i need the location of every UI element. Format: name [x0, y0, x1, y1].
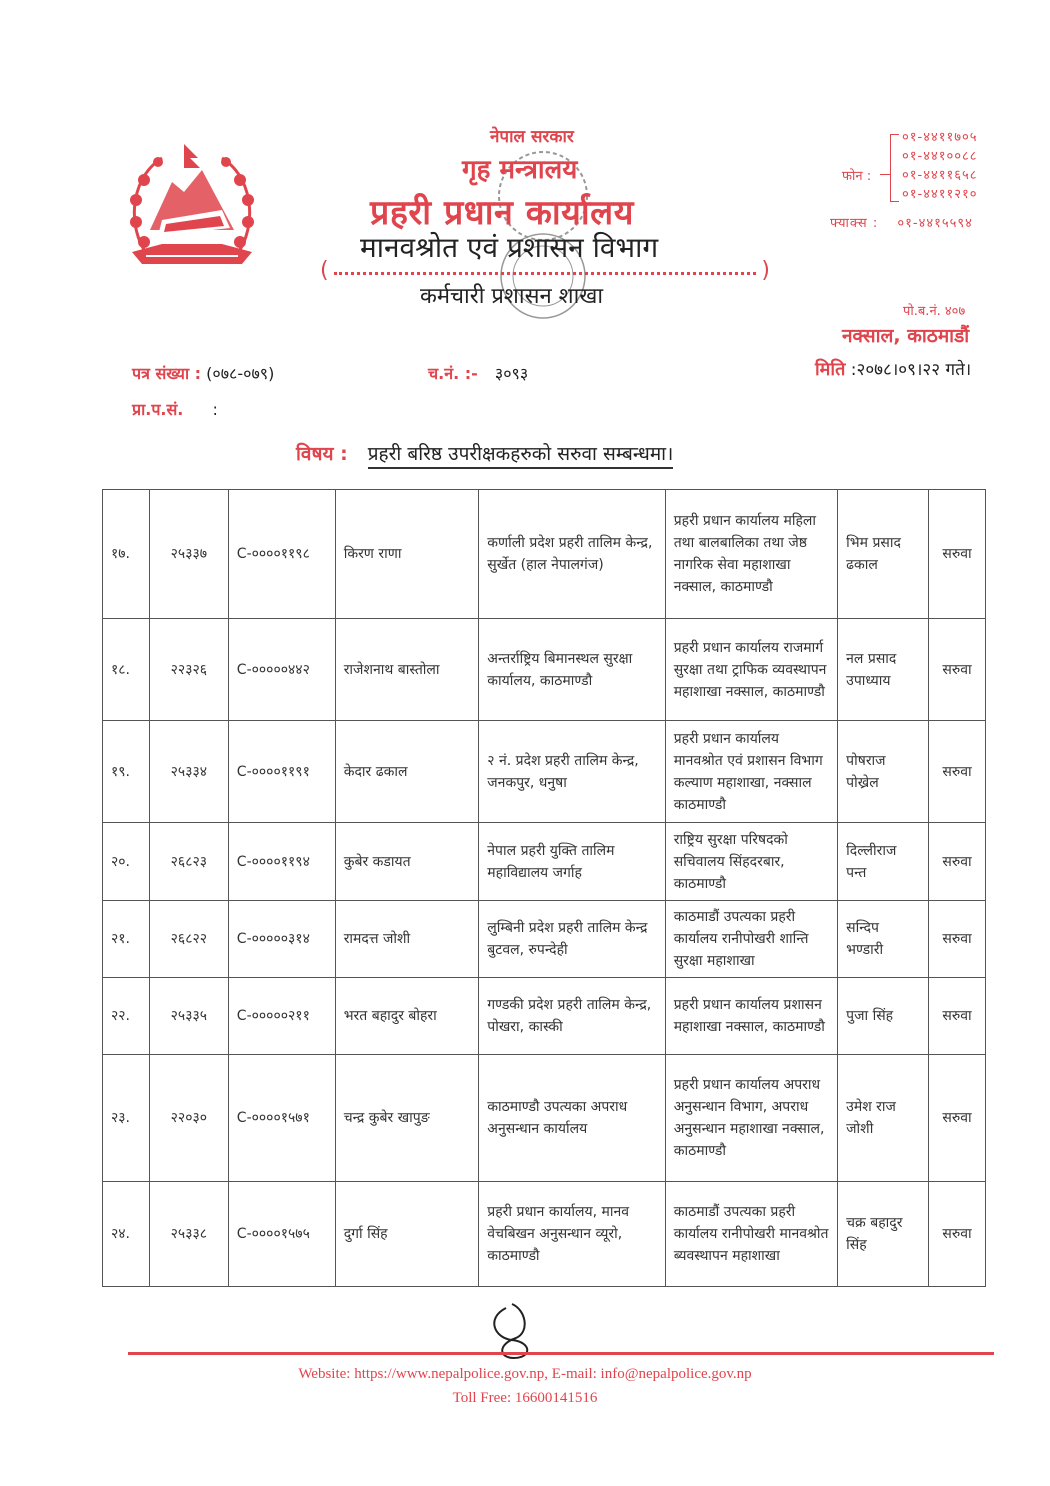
name-cell: राजेशनाथ बास्तोला — [335, 619, 479, 721]
substitute-cell: चक्र बहादुर सिंह — [838, 1182, 929, 1287]
date-label: मिति — [815, 359, 846, 380]
substitute-cell: दिल्लीराज पन्त — [838, 823, 929, 901]
ministry-title: गृह मन्त्रालय — [462, 155, 578, 185]
nepal-emblem-icon — [122, 140, 262, 275]
id-cell: २५३३५ — [149, 978, 228, 1055]
to-office-cell: प्रहरी प्रधान कार्यालय प्रशासन महाशाखा नक्साल, काठमाण्डौ — [665, 978, 837, 1055]
name-cell: चन्द्र कुबेर खापुङ — [335, 1055, 479, 1182]
action-cell: सरुवा — [929, 721, 986, 823]
code-cell: C-००००१५७५ — [228, 1182, 335, 1287]
dotted-divider: ( ) — [320, 258, 770, 283]
substitute-cell: पोषराज पोख्रेल — [838, 721, 929, 823]
substitute-cell: नल प्रसाद उपाध्याय — [838, 619, 929, 721]
id-cell: २२३२६ — [149, 619, 228, 721]
table-row — [103, 978, 986, 1055]
fax-number: ०१-४४१५५९४ — [897, 216, 973, 231]
footer-toll-free: Toll Free: 16600141516 — [452, 1390, 598, 1406]
footer-divider — [128, 1352, 994, 1355]
date-line — [815, 357, 971, 381]
phone-bracket — [890, 134, 899, 202]
phone-number: ०१-४४११२१० — [902, 187, 978, 202]
po-box: पो.ब.नं. ४०७ — [903, 304, 966, 319]
dispatch-number — [428, 362, 528, 384]
name-cell: दुर्गा सिंह — [335, 1182, 479, 1287]
to-office-cell: प्रहरी प्रधान कार्यालय राजमार्ग सुरक्षा तथा ट्राफिक व्यवस्थापन महाशाखा नक्साल, काठमाण्डौ — [665, 619, 837, 721]
table-row — [103, 1055, 986, 1182]
phone-bracket-dash — [880, 174, 890, 175]
from-office-cell: अन्तर्राष्ट्रिय बिमानस्थल सुरक्षा कार्यालय, काठमाण्डौ — [479, 619, 665, 721]
table-row — [103, 823, 986, 901]
from-office-cell: कर्णाली प्रदेश प्रहरी तालिम केन्द्र, सुर्खेत (हाल नेपालगंज) — [479, 490, 665, 619]
from-office-cell: नेपाल प्रहरी युक्ति तालिम महाविद्यालय जर्गाह — [479, 823, 665, 901]
code-cell: C-००००११९१ — [228, 721, 335, 823]
dispatch-label: च.नं. :- — [428, 364, 478, 383]
action-cell: सरुवा — [929, 823, 986, 901]
code-cell: C-०००००३१४ — [228, 901, 335, 978]
name-cell: रामदत्त जोशी — [335, 901, 479, 978]
name-cell: किरण राणा — [335, 490, 479, 619]
substitute-cell: सन्दिप भण्डारी — [838, 901, 929, 978]
code-cell: C-०००००४४२ — [228, 619, 335, 721]
code-cell: C-०००००२११ — [228, 978, 335, 1055]
code-cell: C-००००११९८ — [228, 490, 335, 619]
table-row — [103, 490, 986, 619]
serial-cell: २४. — [103, 1182, 150, 1287]
reference-number — [132, 362, 274, 384]
code-cell: C-००००११९४ — [228, 823, 335, 901]
id-cell: २५३३८ — [149, 1182, 228, 1287]
footer-contact: Website: https://www.nepalpolice.gov.np, E-mail: info@nepalpolice.gov.np — [298, 1366, 752, 1382]
substitute-cell: भिम प्रसाद ढकाल — [838, 490, 929, 619]
code-cell: C-००००१५७१ — [228, 1055, 335, 1182]
action-cell: सरुवा — [929, 978, 986, 1055]
reference-label: पत्र संख्या : — [132, 364, 202, 383]
phone-number: ०१-४४११६५८ — [902, 168, 978, 183]
prapas-value: : — [212, 400, 218, 419]
date-value: :२०७८।०९।२२ गते। — [850, 360, 972, 380]
to-office-cell: काठमाडौं उपत्यका प्रहरी कार्यालय रानीपोखरी मानवश्रोत ब्यवस्थापन महाशाखा — [665, 1182, 837, 1287]
serial-cell: २१. — [103, 901, 150, 978]
to-office-cell: काठमाडौं उपत्यका प्रहरी कार्यालय रानीपोखरी शान्ति सुरक्षा महाशाखा — [665, 901, 837, 978]
from-office-cell: प्रहरी प्रधान कार्यालय, मानव वेचबिखन अनुसन्धान व्यूरो, काठमाण्डौ — [479, 1182, 665, 1287]
office-title: प्रहरी प्रधान कार्यालय — [370, 193, 634, 233]
prapas-label: प्रा.प.सं. — [132, 400, 184, 419]
table-row — [103, 619, 986, 721]
subject-label: विषय : — [296, 443, 348, 465]
fax-label: फ्याक्स : — [830, 216, 879, 231]
id-cell: २५३३७ — [149, 490, 228, 619]
table-row — [103, 901, 986, 978]
table-row — [103, 721, 986, 823]
name-cell: कुबेर कडायत — [335, 823, 479, 901]
dispatch-value: ३०९३ — [494, 364, 529, 383]
serial-cell: २३. — [103, 1055, 150, 1182]
serial-cell: १९. — [103, 721, 150, 823]
from-office-cell: काठमाण्डौ उपत्यका अपराध अनुसन्धान कार्यालय — [479, 1055, 665, 1182]
substitute-cell: उमेश राज जोशी — [838, 1055, 929, 1182]
section-title: कर्मचारी प्रशासन शाखा — [420, 284, 604, 309]
from-office-cell: २ नं. प्रदेश प्रहरी तालिम केन्द्र, जनकपुर, धनुषा — [479, 721, 665, 823]
serial-cell: २२. — [103, 978, 150, 1055]
to-office-cell: प्रहरी प्रधान कार्यालय अपराध अनुसन्धान विभाग, अपराध अनुसन्धान महाशाखा नक्साल, काठमाण्डौ — [665, 1055, 837, 1182]
action-cell: सरुवा — [929, 901, 986, 978]
name-cell: भरत बहादुर बोहरा — [335, 978, 479, 1055]
id-cell: २६८२३ — [149, 823, 228, 901]
to-office-cell: प्रहरी प्रधान कार्यालय मानवश्रोत एवं प्रशासन विभाग कल्याण महाशाखा, नक्साल काठमाण्डौ — [665, 721, 837, 823]
serial-cell: २०. — [103, 823, 150, 901]
id-cell: २२०३० — [149, 1055, 228, 1182]
id-cell: २६८२२ — [149, 901, 228, 978]
substitute-cell: पुजा सिंह — [838, 978, 929, 1055]
action-cell: सरुवा — [929, 1182, 986, 1287]
from-office-cell: लुम्बिनी प्रदेश प्रहरी तालिम केन्द्र बुटवल, रुपन्देही — [479, 901, 665, 978]
phone-number: ०१-४४११७०५ — [902, 130, 978, 145]
to-office-cell: राष्ट्रिय सुरक्षा परिषदको सचिवालय सिंहदरबार, काठमाण्डौ — [665, 823, 837, 901]
id-cell: २५३३४ — [149, 721, 228, 823]
phone-number: ०१-४४१००८८ — [902, 149, 978, 164]
name-cell: केदार ढकाल — [335, 721, 479, 823]
reference-value: (०७८-०७९) — [206, 364, 275, 383]
action-cell: सरुवा — [929, 619, 986, 721]
action-cell: सरुवा — [929, 490, 986, 619]
action-cell: सरुवा — [929, 1055, 986, 1182]
fax-line — [830, 213, 973, 231]
table-row — [103, 1182, 986, 1287]
phone-label: फोन : — [842, 169, 872, 184]
transfer-table — [102, 489, 986, 1287]
from-office-cell: गण्डकी प्रदेश प्रहरी तालिम केन्द्र, पोखरा, कास्की — [479, 978, 665, 1055]
department-title: मानवश्रोत एवं प्रशासन विभाग — [360, 231, 659, 264]
government-title: नेपाल सरकार — [490, 127, 574, 147]
phone-list — [902, 128, 978, 204]
location: नक्साल, काठमाडौं — [842, 325, 970, 347]
subject-line — [296, 440, 673, 466]
serial-cell: १७. — [103, 490, 150, 619]
prapas-number — [132, 398, 218, 420]
to-office-cell: प्रहरी प्रधान कार्यालय महिला तथा बालबालिका तथा जेष्ठ नागरिक सेवा महाशाखा नक्साल, काठमाण्डौ — [665, 490, 837, 619]
serial-cell: १८. — [103, 619, 150, 721]
subject-text: प्रहरी बरिष्ठ उपरीक्षकहरुको सरुवा सम्बन्धमा। — [368, 443, 674, 469]
